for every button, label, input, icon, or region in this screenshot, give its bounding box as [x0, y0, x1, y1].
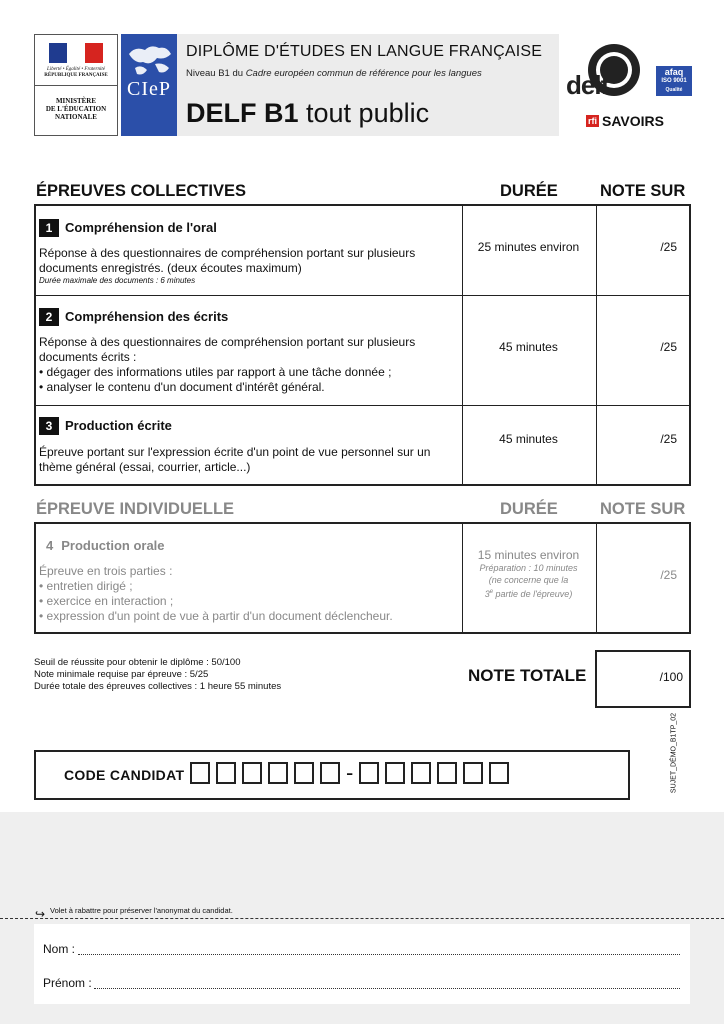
individual-duration-header: DURÉE [500, 500, 558, 518]
ministry-name: MINISTÈRE DE L'ÉDUCATION NATIONALE [45, 97, 107, 121]
code-digit-box[interactable] [216, 762, 236, 784]
epreuve-4-description: Épreuve en trois parties : • entretien dirigé ; • exercice en interaction ; • expression d'un point de vue à partir d'un document déclencheur. [39, 564, 393, 623]
code-digit-box[interactable] [411, 762, 431, 784]
code-digit-box[interactable] [489, 762, 509, 784]
code-digit-box[interactable] [320, 762, 340, 784]
fold-note: Volet à rabattre pour préserver l'anonymat du candidat. [50, 906, 233, 915]
rfi-savoirs-logo: rfi SAVOIRS [588, 113, 664, 129]
total-score-box[interactable] [595, 650, 691, 708]
epreuve-3-score: /25 [660, 432, 677, 446]
collective-score-header: NOTE SUR [600, 182, 686, 200]
individual-score-header: NOTE SUR [600, 500, 686, 518]
individual-table [34, 522, 691, 634]
afaq-logo: afaq ISO 9001 Qualité [656, 66, 692, 96]
candidate-code-box [34, 750, 630, 800]
ministry-logo [34, 34, 118, 136]
epreuve-4-title: 4 Production orale [46, 538, 165, 553]
nom-field[interactable] [78, 954, 680, 955]
code-digit-box[interactable] [437, 762, 457, 784]
delf-logo: delf [566, 40, 646, 110]
code-digit-box[interactable] [385, 762, 405, 784]
code-digit-box[interactable] [359, 762, 379, 784]
title-box [177, 34, 559, 136]
epreuve-3-description: Épreuve portant sur l'expression écrite d'un point de vue personnel sur un thème général (essai, courrier, article...) [39, 445, 431, 474]
fold-arrow-icon: ↪ [35, 907, 46, 921]
diploma-title: DIPLÔME D'ÉTUDES EN LANGUE FRANÇAISE [186, 43, 543, 60]
level-line: Niveau B1 du Cadre européen commun de référence pour les langues [186, 68, 482, 79]
name-panel [34, 924, 690, 1004]
french-flag-icon [49, 43, 103, 63]
code-dash: - [346, 760, 354, 785]
ministry-republic: RÉPUBLIQUE FRANÇAISE [44, 73, 108, 78]
total-label: NOTE TOTALE [468, 666, 587, 685]
candidate-code-label: CODE CANDIDAT [64, 767, 185, 783]
exam-title: DELF B1 tout public [186, 98, 430, 128]
code-digit-box[interactable] [294, 762, 314, 784]
ciep-logo [121, 34, 177, 136]
code-digit-box[interactable] [463, 762, 483, 784]
code-digit-box[interactable] [190, 762, 210, 784]
epreuve-2-title: 2 Compréhension des écrits [39, 308, 228, 326]
epreuve-2-score: /25 [660, 340, 677, 354]
epreuve-4-duration: 15 minutes environ Préparation : 10 minutes (ne concerne que la 3e partie de l'épreuve) [477, 548, 580, 599]
prenom-field[interactable] [94, 988, 680, 989]
epreuve-1-score: /25 [660, 240, 677, 254]
fold-line [0, 918, 724, 919]
epreuve-3-title: 3 Production écrite [39, 417, 172, 435]
total-value: /100 [659, 670, 683, 684]
candidate-code-digits [190, 762, 515, 784]
epreuve-1-description: Réponse à des questionnaires de compréhension portant sur plusieurs documents enregistrés. (deux écoutes maximum) Durée maximale des documents : 6 minutes [39, 246, 416, 285]
nom-label: Nom : [43, 942, 76, 956]
summary-notes: Seuil de réussite pour obtenir le diplôme : 50/100 Note minimale requise par épreuve : 5/25 Durée totale des épreuves collectives : 1 heure 55 minutes [34, 657, 282, 692]
epreuve-1-title: 1 Compréhension de l'oral [39, 219, 217, 237]
epreuve-1-duration: 25 minutes environ [477, 240, 580, 254]
epreuve-2-duration: 45 minutes [499, 340, 558, 354]
collective-heading: ÉPREUVES COLLECTIVES [36, 182, 246, 200]
collective-duration-header: DURÉE [500, 182, 558, 200]
epreuve-4-score: /25 [660, 568, 677, 582]
individual-heading: ÉPREUVE INDIVIDUELLE [36, 500, 235, 518]
code-digit-box[interactable] [268, 762, 288, 784]
document-reference: SUJET_DÉMO_B1TP_02 [670, 712, 678, 793]
prenom-label: Prénom : [43, 976, 92, 990]
collective-table [34, 204, 691, 486]
epreuve-3-duration: 45 minutes [499, 432, 558, 446]
code-digit-box[interactable] [242, 762, 262, 784]
ministry-motto: Liberté • Égalité • Fraternité [47, 67, 105, 72]
ciep-text: CIeP [127, 78, 171, 100]
epreuve-2-description: Réponse à des questionnaires de compréhension portant sur plusieurs documents écrits : • dégager des informations utiles par rapport à une tâche donnée ; • analyser le contenu d'un document d'intérêt général. [39, 335, 416, 394]
